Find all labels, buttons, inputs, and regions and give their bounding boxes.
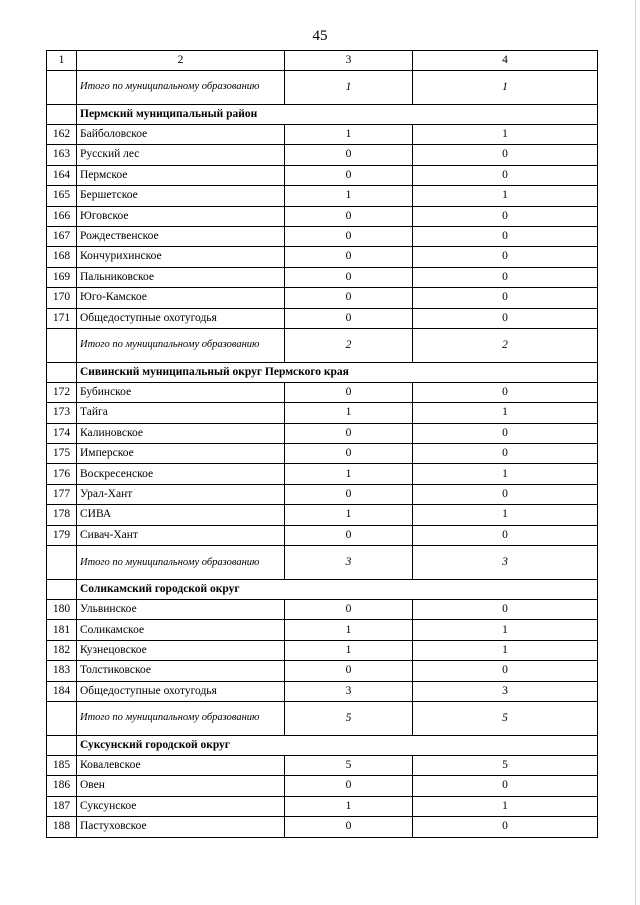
- table-row: [47, 145, 598, 165]
- value-col3-cell: 3: [285, 681, 413, 701]
- value-col3-cell: 0: [285, 444, 413, 464]
- value-col3-cell: 1: [285, 125, 413, 145]
- row-number-cell: 184: [47, 681, 77, 701]
- value-col3-cell: 0: [285, 165, 413, 185]
- value-col4-cell: 1: [413, 71, 598, 105]
- section-header-row: [47, 735, 598, 755]
- row-number-cell: 182: [47, 640, 77, 660]
- value-col3-cell: 3: [285, 546, 413, 580]
- table-row: [47, 464, 598, 484]
- row-number-cell: 178: [47, 505, 77, 525]
- table-row: [47, 186, 598, 206]
- table-row: [47, 206, 598, 226]
- value-col3-cell: 1: [285, 186, 413, 206]
- value-col3-cell: 0: [285, 661, 413, 681]
- row-number-cell: 170: [47, 288, 77, 308]
- value-col3-cell: 5: [285, 701, 413, 735]
- value-col3-cell: 0: [285, 776, 413, 796]
- table-row: [47, 640, 598, 660]
- table-row: [47, 681, 598, 701]
- table-row: [47, 444, 598, 464]
- value-col4-cell: 0: [413, 288, 598, 308]
- section-header-row: [47, 580, 598, 600]
- ground-name-cell: Сивач-Хант: [77, 525, 285, 545]
- total-label: Итого по муниципальному образованию: [77, 546, 285, 580]
- table-row: [47, 776, 598, 796]
- column-header-4: 4: [413, 51, 598, 71]
- row-number-cell: [47, 328, 77, 362]
- value-col4-cell: 0: [413, 484, 598, 504]
- value-col4-cell: 0: [413, 525, 598, 545]
- value-col4-cell: 1: [413, 125, 598, 145]
- row-number-cell: 164: [47, 165, 77, 185]
- value-col4-cell: 0: [413, 165, 598, 185]
- table-row: [47, 247, 598, 267]
- row-number-cell: 163: [47, 145, 77, 165]
- value-col3-cell: 2: [285, 328, 413, 362]
- total-row: [47, 328, 598, 362]
- ground-name-cell: Воскресенское: [77, 464, 285, 484]
- ground-name-cell: Урал-Хант: [77, 484, 285, 504]
- ground-name-cell: Бершетское: [77, 186, 285, 206]
- value-col3-cell: 5: [285, 755, 413, 775]
- value-col4-cell: 0: [413, 817, 598, 837]
- row-number-cell: [47, 105, 77, 125]
- table-body: [47, 51, 598, 838]
- table-row: [47, 267, 598, 287]
- ground-name-cell: Соликамское: [77, 620, 285, 640]
- value-col3-cell: 0: [285, 817, 413, 837]
- total-label: Итого по муниципальному образованию: [77, 701, 285, 735]
- section-title: Пермский муниципальный район: [77, 105, 598, 125]
- value-col4-cell: 0: [413, 206, 598, 226]
- ground-name-cell: Пастуховское: [77, 817, 285, 837]
- ground-name-cell: Бубинское: [77, 382, 285, 402]
- ground-name-cell: Имперское: [77, 444, 285, 464]
- row-number-cell: 173: [47, 403, 77, 423]
- value-col4-cell: 1: [413, 640, 598, 660]
- value-col3-cell: 0: [285, 206, 413, 226]
- table-row: [47, 484, 598, 504]
- value-col3-cell: 0: [285, 600, 413, 620]
- row-number-cell: 183: [47, 661, 77, 681]
- value-col3-cell: 0: [285, 484, 413, 504]
- value-col3-cell: 1: [285, 71, 413, 105]
- total-label: Итого по муниципальному образованию: [77, 328, 285, 362]
- value-col3-cell: 0: [285, 288, 413, 308]
- value-col3-cell: 0: [285, 423, 413, 443]
- value-col4-cell: 1: [413, 796, 598, 816]
- row-number-cell: 165: [47, 186, 77, 206]
- value-col3-cell: 1: [285, 640, 413, 660]
- value-col3-cell: 0: [285, 226, 413, 246]
- column-header-2: 2: [77, 51, 285, 71]
- table-row: [47, 382, 598, 402]
- value-col4-cell: 0: [413, 226, 598, 246]
- value-col3-cell: 0: [285, 267, 413, 287]
- table-row: [47, 525, 598, 545]
- row-number-cell: 187: [47, 796, 77, 816]
- row-number-cell: 168: [47, 247, 77, 267]
- table-row: [47, 403, 598, 423]
- value-col4-cell: 0: [413, 423, 598, 443]
- row-number-cell: 176: [47, 464, 77, 484]
- row-number-cell: 166: [47, 206, 77, 226]
- total-row: [47, 71, 598, 105]
- row-number-cell: 169: [47, 267, 77, 287]
- ground-name-cell: Суксунское: [77, 796, 285, 816]
- table-row: [47, 226, 598, 246]
- table-row: [47, 796, 598, 816]
- section-title: Соликамский городской округ: [77, 580, 598, 600]
- ground-name-cell: Овен: [77, 776, 285, 796]
- value-col3-cell: 1: [285, 796, 413, 816]
- row-number-cell: 185: [47, 755, 77, 775]
- column-header-1: 1: [47, 51, 77, 71]
- scan-edge-line: [635, 0, 636, 905]
- row-number-cell: 188: [47, 817, 77, 837]
- row-number-cell: 175: [47, 444, 77, 464]
- table-row: [47, 423, 598, 443]
- value-col3-cell: 0: [285, 145, 413, 165]
- value-col4-cell: 1: [413, 464, 598, 484]
- row-number-cell: 179: [47, 525, 77, 545]
- value-col3-cell: 0: [285, 247, 413, 267]
- total-row: [47, 546, 598, 580]
- row-number-cell: 180: [47, 600, 77, 620]
- ground-name-cell: Кузнецовское: [77, 640, 285, 660]
- value-col4-cell: 0: [413, 247, 598, 267]
- value-col3-cell: 1: [285, 620, 413, 640]
- value-col4-cell: 3: [413, 546, 598, 580]
- ground-name-cell: Общедоступные охотугодья: [77, 681, 285, 701]
- table-row: [47, 620, 598, 640]
- value-col4-cell: 5: [413, 701, 598, 735]
- ground-name-cell: Общедоступные охотугодья: [77, 308, 285, 328]
- table-row: [47, 505, 598, 525]
- row-number-cell: 162: [47, 125, 77, 145]
- row-number-cell: [47, 362, 77, 382]
- value-col3-cell: 0: [285, 382, 413, 402]
- section-title: Сивинский муниципальный округ Пермского края: [77, 362, 598, 382]
- section-header-row: [47, 105, 598, 125]
- section-title: Суксунский городской округ: [77, 735, 598, 755]
- value-col4-cell: 0: [413, 600, 598, 620]
- value-col4-cell: 1: [413, 186, 598, 206]
- ground-name-cell: Русский лес: [77, 145, 285, 165]
- value-col4-cell: 1: [413, 505, 598, 525]
- row-number-cell: [47, 580, 77, 600]
- ground-name-cell: Пермское: [77, 165, 285, 185]
- value-col4-cell: 1: [413, 403, 598, 423]
- ground-name-cell: СИВА: [77, 505, 285, 525]
- ground-name-cell: Кончурихинское: [77, 247, 285, 267]
- table-row: [47, 600, 598, 620]
- value-col4-cell: 0: [413, 444, 598, 464]
- table-row: [47, 817, 598, 837]
- value-col3-cell: 1: [285, 403, 413, 423]
- table-row: [47, 661, 598, 681]
- row-number-cell: [47, 546, 77, 580]
- ground-name-cell: Рождественское: [77, 226, 285, 246]
- row-number-cell: 181: [47, 620, 77, 640]
- total-row: [47, 701, 598, 735]
- row-number-cell: 174: [47, 423, 77, 443]
- column-header-3: 3: [285, 51, 413, 71]
- table-row: [47, 165, 598, 185]
- value-col4-cell: 3: [413, 681, 598, 701]
- row-number-cell: 186: [47, 776, 77, 796]
- value-col4-cell: 0: [413, 308, 598, 328]
- row-number-cell: 167: [47, 226, 77, 246]
- ground-name-cell: Ульвинское: [77, 600, 285, 620]
- value-col3-cell: 1: [285, 464, 413, 484]
- ground-name-cell: Байболовское: [77, 125, 285, 145]
- value-col4-cell: 0: [413, 661, 598, 681]
- ground-name-cell: Пальниковское: [77, 267, 285, 287]
- row-number-cell: 177: [47, 484, 77, 504]
- section-header-row: [47, 362, 598, 382]
- ground-name-cell: Юго-Камское: [77, 288, 285, 308]
- value-col3-cell: 0: [285, 308, 413, 328]
- value-col4-cell: 5: [413, 755, 598, 775]
- ground-name-cell: Толстиковское: [77, 661, 285, 681]
- row-number-cell: [47, 71, 77, 105]
- row-number-cell: 172: [47, 382, 77, 402]
- ground-name-cell: Тайга: [77, 403, 285, 423]
- value-col4-cell: 0: [413, 382, 598, 402]
- row-number-cell: [47, 701, 77, 735]
- ground-name-cell: Ковалевское: [77, 755, 285, 775]
- row-number-cell: [47, 735, 77, 755]
- ground-name-cell: Калиновское: [77, 423, 285, 443]
- value-col4-cell: 0: [413, 776, 598, 796]
- table-header-row: [47, 51, 598, 71]
- ground-name-cell: Юговское: [77, 206, 285, 226]
- value-col3-cell: 1: [285, 505, 413, 525]
- value-col4-cell: 2: [413, 328, 598, 362]
- hunting-grounds-table: [46, 50, 598, 838]
- table-row: [47, 755, 598, 775]
- table-row: [47, 288, 598, 308]
- value-col4-cell: 0: [413, 145, 598, 165]
- total-label: Итого по муниципальному образованию: [77, 71, 285, 105]
- value-col3-cell: 0: [285, 525, 413, 545]
- row-number-cell: 171: [47, 308, 77, 328]
- table-row: [47, 125, 598, 145]
- value-col4-cell: 1: [413, 620, 598, 640]
- table-row: [47, 308, 598, 328]
- page-number: 45: [312, 28, 328, 44]
- value-col4-cell: 0: [413, 267, 598, 287]
